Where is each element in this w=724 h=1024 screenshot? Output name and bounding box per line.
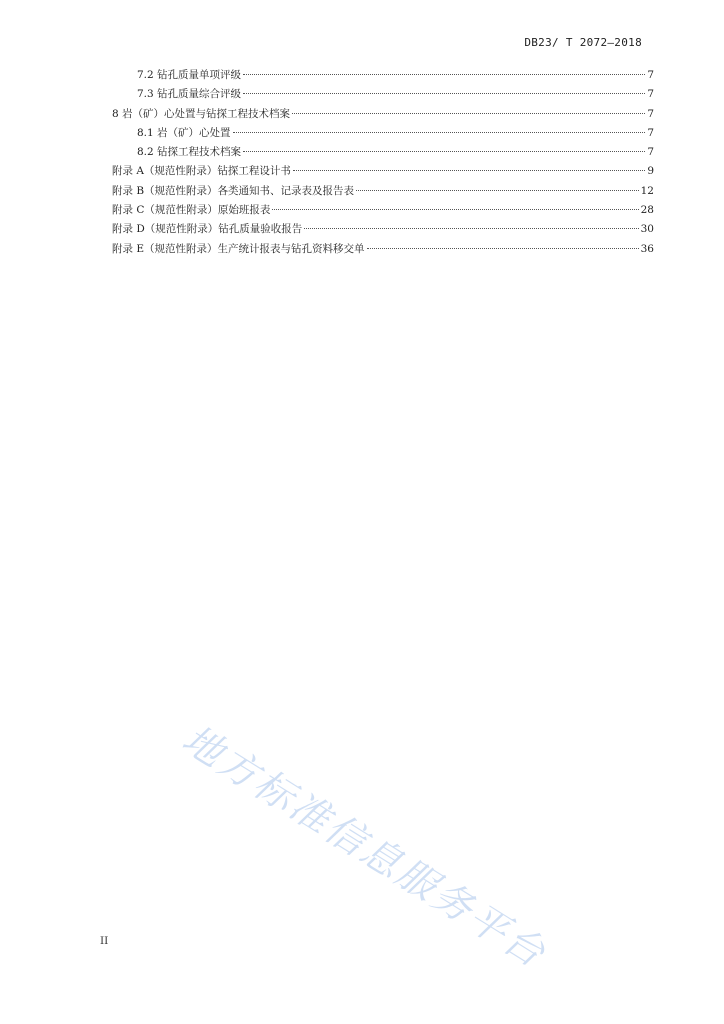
toc-entry-appendix-d[interactable] <box>112 220 654 239</box>
table-of-contents <box>112 66 654 259</box>
toc-entry-label: 7.2 钻孔质量单项评级 <box>137 69 242 81</box>
toc-entry-page: 12 <box>640 184 654 197</box>
toc-entry-label: 附录 B（规范性附录）各类通知书、记录表及报告表 <box>112 184 355 197</box>
page-number: II <box>100 935 109 947</box>
toc-leader-dots <box>243 74 645 75</box>
toc-entry-page: 36 <box>640 242 654 255</box>
toc-entry-7-2[interactable] <box>112 66 654 85</box>
toc-entry-label: 8.2 钻探工程技术档案 <box>137 146 242 159</box>
toc-entry-appendix-c[interactable] <box>112 201 654 220</box>
toc-entry-label: 8 岩（矿）心处置与钻探工程技术档案 <box>112 107 291 120</box>
document-code: DB23/ T 2072—2018 <box>524 36 642 49</box>
toc-entry-page: 30 <box>640 223 654 236</box>
toc-leader-dots <box>233 132 646 133</box>
toc-entry-appendix-a[interactable] <box>112 162 654 181</box>
toc-leader-dots <box>304 228 638 229</box>
toc-entry-8[interactable] <box>112 105 654 124</box>
toc-entry-label: 8.1 岩（矿）心处置 <box>137 126 231 139</box>
toc-leader-dots <box>292 113 645 114</box>
watermark: 地方标准信息服务平台 <box>174 716 555 978</box>
toc-entry-label: 附录 C（规范性附录）原始班报表 <box>112 204 271 217</box>
toc-entry-label: 附录 E（规范性附录）生产统计报表与钻孔资料移交单 <box>112 242 365 255</box>
toc-leader-dots <box>243 151 645 152</box>
toc-entry-page: 7 <box>647 146 654 159</box>
toc-entry-page: 9 <box>647 165 654 178</box>
toc-entry-page: 7 <box>647 88 654 101</box>
toc-entry-label: 附录 D（规范性附录）钻孔质量验收报告 <box>112 223 303 236</box>
toc-entry-page: 28 <box>640 204 654 217</box>
toc-leader-dots <box>367 248 639 249</box>
toc-leader-dots <box>243 93 645 94</box>
toc-entry-label: 附录 A（规范性附录）钻探工程设计书 <box>112 165 291 178</box>
toc-entry-page: 7 <box>647 69 654 81</box>
toc-entry-page: 7 <box>647 126 654 139</box>
toc-entry-8-2[interactable] <box>112 143 654 162</box>
toc-entry-appendix-b[interactable] <box>112 182 654 201</box>
toc-entry-8-1[interactable] <box>112 124 654 143</box>
toc-leader-dots <box>293 170 645 171</box>
toc-entry-page: 7 <box>647 107 654 120</box>
toc-entry-appendix-e[interactable] <box>112 240 654 259</box>
toc-entry-label: 7.3 钻孔质量综合评级 <box>137 88 242 101</box>
toc-leader-dots <box>272 209 638 210</box>
toc-leader-dots <box>356 190 639 191</box>
toc-entry-7-3[interactable] <box>112 85 654 104</box>
